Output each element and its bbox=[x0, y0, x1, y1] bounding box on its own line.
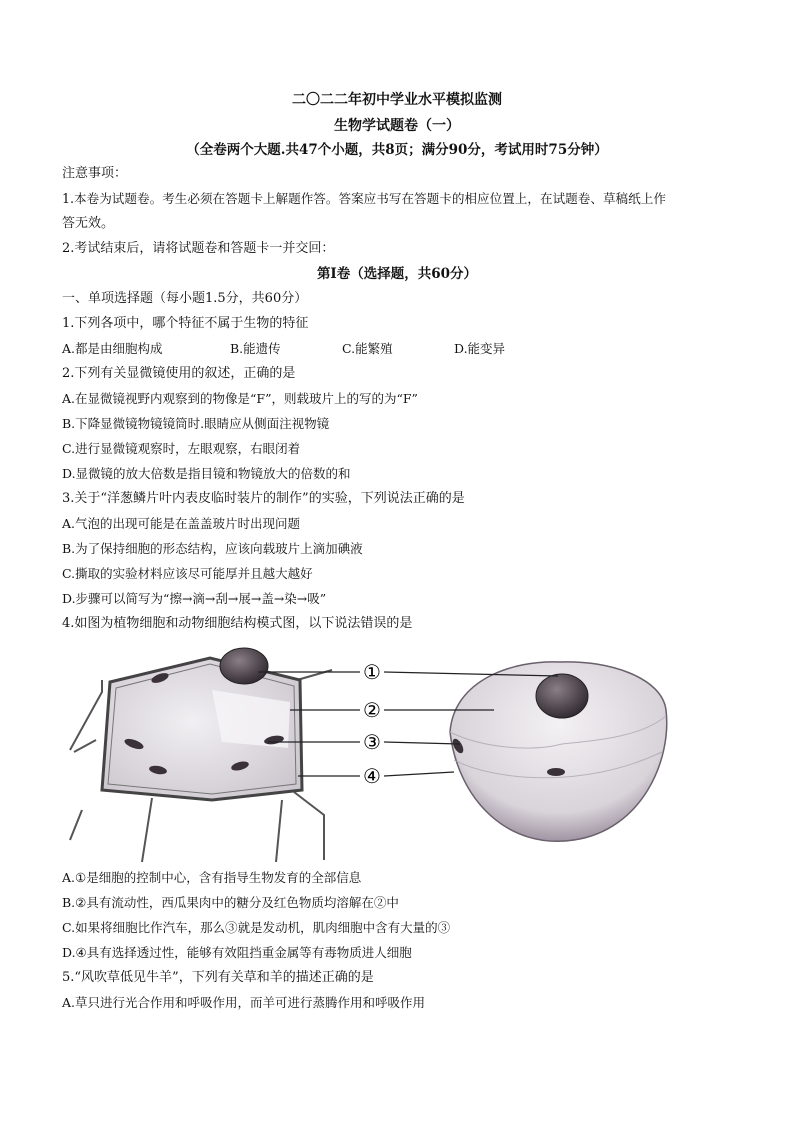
exam-title: 二〇二二年初中学业水平模拟监测 bbox=[292, 92, 502, 108]
notes-item-1: 1.本卷为试题卷。考生必须在答题卡上解题作答。答案应书写在答题卡的相应位置上，在试题卷、草稿纸上作 bbox=[62, 191, 666, 206]
option-c: C.撕取的实验材料应该尽可能厚并且越大越好 bbox=[62, 566, 313, 581]
option-c: C.如果将细胞比作汽车，那么③就是发动机，肌肉细胞中含有大量的③ bbox=[62, 920, 451, 935]
label-3: ③ bbox=[363, 730, 381, 754]
exam-scope: （全卷两个大题.共47个小题，共8页；满分90分，考试用时75分钟） bbox=[186, 142, 608, 158]
section-title: 一、单项选择题（每小题1.5分，共60分） bbox=[62, 291, 308, 306]
exam-subtitle: 生物学试题卷（一） bbox=[334, 118, 460, 134]
option-b: B.为了保持细胞的形态结构，应该向载玻片上滴加碘液 bbox=[62, 541, 363, 556]
option-c: C.能繁殖 bbox=[342, 341, 393, 356]
notes-item-2: 2.考试结束后，请将试题卷和答题卡一并交回： bbox=[62, 241, 335, 256]
option-c: C.进行显微镜观察时，左眼观察，右眼闭着 bbox=[62, 441, 301, 456]
cell-structure-figure bbox=[62, 640, 732, 865]
notes-item-1-cont: 答无效。 bbox=[62, 216, 115, 231]
notes-heading: 注意事项： bbox=[62, 166, 128, 181]
option-b: B.能遗传 bbox=[230, 341, 281, 356]
animal-cell bbox=[450, 662, 667, 841]
question-stem: 3.关于“洋葱鳞片叶内表皮临时装片的制作”的实验，下列说法正确的是 bbox=[62, 491, 465, 506]
option-b: B.下降显微镜物镜镜筒时.眼睛应从侧面注视物镜 bbox=[62, 416, 330, 431]
part-title: 第Ⅰ卷（选择题，共60分） bbox=[316, 266, 478, 282]
option-a: A.草只进行光合作用和呼吸作用，而羊可进行蒸腾作用和呼吸作用 bbox=[62, 995, 426, 1010]
label-1: ① bbox=[363, 660, 381, 684]
option-d: D.显微镜的放大倍数是指目镜和物镜放大的倍数的和 bbox=[62, 466, 351, 481]
option-a: A.都是由细胞构成 bbox=[62, 341, 163, 356]
question-stem: 4.如图为植物细胞和动物细胞结构模式图，以下说法错误的是 bbox=[62, 616, 413, 631]
option-a: A.气泡的出现可能是在盖盖玻片时出现问题 bbox=[62, 516, 301, 531]
question-stem: 2.下列有关显微镜使用的叙述，正确的是 bbox=[62, 366, 296, 381]
option-a: A.在显微镜视野内观察到的物像是“F”，则载玻片上的写的为“F” bbox=[62, 391, 418, 406]
option-d: D.④具有选择透过性，能够有效阻挡重金属等有毒物质进人细胞 bbox=[62, 945, 412, 960]
option-a: A.①是细胞的控制中心，含有指导生物发育的全部信息 bbox=[62, 870, 362, 885]
label-2: ② bbox=[363, 698, 381, 722]
option-b: B.②具有流动性，西瓜果肉中的糖分及红色物质均溶解在②中 bbox=[62, 895, 399, 910]
option-d: D.能变异 bbox=[454, 341, 506, 356]
question-stem: 1.下列各项中，哪个特征不属于生物的特征 bbox=[62, 316, 309, 331]
plant-cell bbox=[70, 648, 332, 862]
question-stem: 5.“风吹草低见牛羊”，下列有关草和羊的描述正确的是 bbox=[62, 970, 374, 985]
label-4: ④ bbox=[363, 764, 381, 788]
option-d: D.步骤可以简写为“擦→滴→刮→展→盖→染→吸” bbox=[62, 591, 327, 606]
